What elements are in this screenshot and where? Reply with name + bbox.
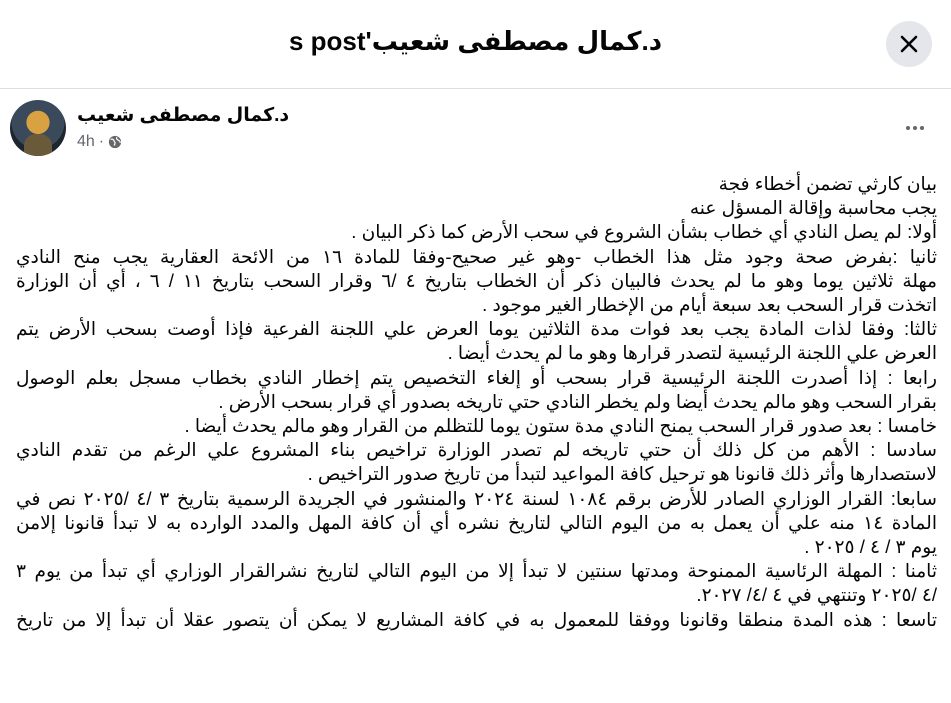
post-line: خامسا : بعد صدور قرار السحب يمنح النادي مدة ستون يوما للتظلم من القرار وهو مالم يحدث أيضا . bbox=[184, 415, 937, 437]
meta-separator: · bbox=[98, 133, 105, 150]
post-line: ثالثا: وفقا لذات المادة يجب بعد فوات مدة الثلاثين يوما العرض علي اللجنة الفرعية فإذا أوصت بسحب الأرض يتم bbox=[16, 318, 937, 340]
post-line: مهلة ثلاثين يوما وهو ما لم يحدث فالبيان ذكر أن الخطاب بتاريخ ٤ /٦ وقرار السحب بتاريخ ١١ / ٦ ، أي أن الوزارة bbox=[16, 269, 937, 291]
author-name[interactable]: د.كمال مصطفى شعيب bbox=[77, 105, 290, 126]
post-line: أولا: لم يصل النادي أي خطاب بشأن الشروع في سحب الأرض كما ذكر البيان . bbox=[351, 221, 937, 243]
post-line: اتخذت قرار السحب بعد سبعة أيام من الإخطار الغير موجود . bbox=[482, 294, 937, 316]
close-button[interactable] bbox=[886, 21, 932, 67]
dialog-header bbox=[0, 0, 951, 89]
author-avatar[interactable] bbox=[10, 100, 66, 156]
post-text bbox=[16, 172, 937, 632]
post-line: /٤ /٢٠٢٥ وتنتهي في ٤ /٤/ ٢٠٢٧. bbox=[696, 584, 937, 606]
more-options-button[interactable] bbox=[897, 110, 933, 146]
post-line: سادسا : الأهم من كل ذلك أن حتي تاريخه لم تصدر الوزارة تراخيص بناء المشروع علي الرغم من تقدم النادي bbox=[16, 439, 937, 461]
post-line: بقرار السحب وهو مالم يحدث أيضا ولم يخطر النادي حتي تاريخه بصدور أي قرار بسحب الأرض . bbox=[218, 390, 937, 412]
post-line: ثانيا :بفرض صحة وجود مثل هذا الخطاب -وهو غير صحيح-وفقا للمادة ١٦ من الائحة العقارية يجب منح النادي bbox=[16, 245, 937, 267]
post-line: يجب محاسبة وإقالة المسؤل عنه bbox=[689, 197, 937, 219]
post-line: ثامنا : المهلة الرئاسية الممنوحة ومدتها سنتين لا تبدأ إلا من اليوم التالي لتاريخ نشرالقرار الوزاري أي تبدأ من يوم ٣ bbox=[16, 560, 937, 582]
post-line: رابعا : إذا أصدرت اللجنة الرئيسية قرار بسحب أو إلغاء التخصيص يتم إخطار النادي بخطاب مسجل بعلم الوصول bbox=[16, 366, 937, 388]
post-line: يوم ٣ / ٤ / ٢٠٢٥ . bbox=[804, 536, 937, 558]
post-line: بيان كارثي تضمن أخطاء فجة bbox=[718, 173, 937, 194]
more-options-icon bbox=[906, 126, 910, 130]
close-icon bbox=[899, 34, 919, 54]
post-time[interactable]: 4h bbox=[77, 133, 95, 150]
post-line: سابعا: القرار الوزاري الصادر للأرض برقم ١٠٨٤ لسنة ٢٠٢٤ والمنشور في الجريدة الرسمية بتاريخ ٣ /٤ /٢٠٢٥ نص في bbox=[16, 487, 937, 509]
post-line: المادة ١٤ منه علي أن يعمل به من اليوم التالي لتاريخ نشره أي أن كافة المهل والمدد الوارده به لا تبدأ قانونا إلامن bbox=[16, 511, 937, 533]
dialog-title: د.كمال مصطفى شعيب's post bbox=[288, 26, 663, 56]
post-line: لاستصدارها وأثر ذلك قانونا هو ترحيل كافة المواعيد لتبدأ من تاريخ صدور التراخيص . bbox=[307, 463, 937, 485]
post-line: تاسعا : هذه المدة منطقا وقانونا ووفقا للمعمول به في كافة المشاريع لا يمكن أن يتصور عقلا أن تبدأ إلا من تاريخ bbox=[16, 608, 937, 630]
globe-icon bbox=[108, 135, 122, 149]
post-meta bbox=[77, 133, 122, 151]
post-line: العرض علي اللجنة الرئيسية لتصدر قرارها وهو ما لم يحدث أيضا . bbox=[447, 342, 937, 364]
